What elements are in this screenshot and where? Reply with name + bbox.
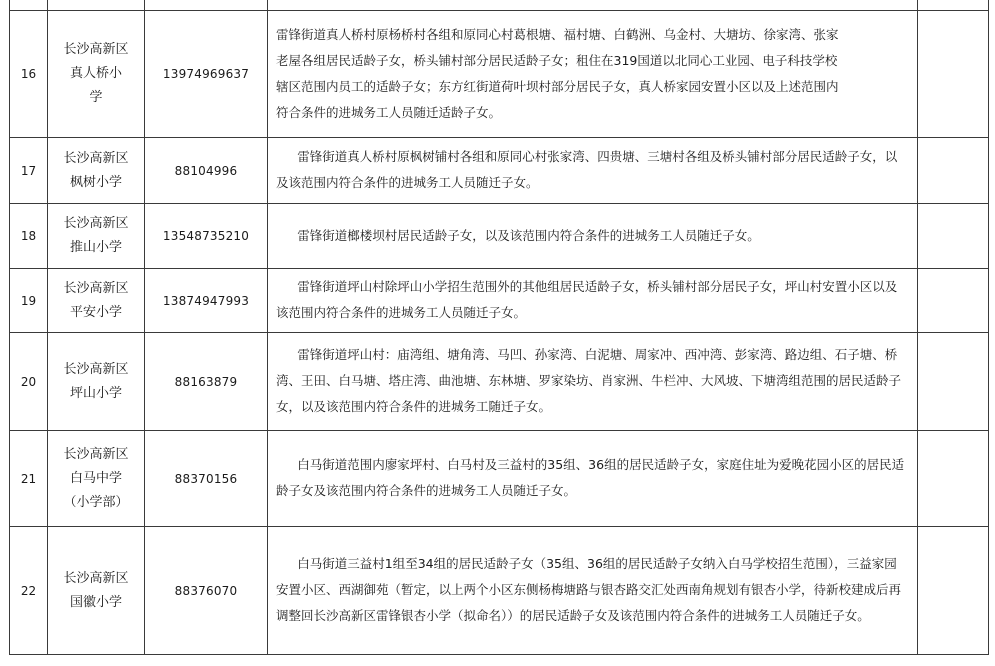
school-name-line: 长沙高新区 (63, 570, 129, 586)
school-name-cell (48, 138, 145, 204)
school-enrollment-table (9, 0, 989, 655)
school-name-line: 平安小学 (69, 304, 122, 320)
phone-cell (145, 0, 268, 11)
school-name-line: 长沙高新区 (63, 216, 129, 231)
enrollment-area-cell (268, 333, 918, 431)
enrollment-area-line: 辖区范围内员工的适龄子女；东方红街道荷叶坝村部分居民子女，真人桥家园安置小区以及上述范围内 (276, 78, 839, 94)
remarks-cell (918, 204, 989, 269)
row-number-cell: 19 (10, 269, 48, 333)
phone-cell: 88370156 (145, 431, 268, 527)
remarks-cell (918, 11, 989, 138)
school-name-line: （小学部） (63, 494, 129, 510)
school-name-line: 国徽小学 (69, 594, 122, 610)
enrollment-area-cell (268, 204, 918, 269)
phone-cell: 13548735210 (145, 204, 268, 269)
enrollment-area-line: 符合条件的进城务工人员随迁适龄子女。 (276, 104, 502, 120)
school-name-line: 长沙高新区 (63, 446, 129, 462)
table-row (10, 11, 989, 138)
school-name-cell (48, 333, 145, 431)
enrollment-area-cell (268, 269, 918, 333)
school-name-line: 枫树小学 (69, 174, 122, 190)
enrollment-area-line: 雷锋街道真人桥村原杨桥村各组和原同心村葛根塘、福村塘、白鹤洲、乌金村、大塘坊、徐家湾、张家 (276, 26, 839, 42)
school-name-cell (48, 431, 145, 527)
row-number-cell: 21 (10, 431, 48, 527)
school-name-cell (48, 527, 145, 655)
school-name-line: 学 (89, 90, 103, 105)
enrollment-area-line: 组范围的居民适龄子女，以及该范围内符合条件的进城务工随迁子女。 (276, 373, 902, 414)
remarks-cell (918, 431, 989, 527)
enrollment-area-line: 老屋各组居民适龄子女，桥头铺村部分居民适龄子女；租住在319国道以北同心工业园、电子科技学校 (276, 52, 838, 68)
school-name-cell (48, 11, 145, 138)
phone-cell: 88376070 (145, 527, 268, 655)
enrollment-area-line: 子女，以及该范围内符合条件的进城务工人员随迁子女。 (276, 149, 898, 190)
enrollment-area-line: 雷锋街道坪山村：庙湾组、塘角湾、马凹、孙家湾、白泥塘、周家冲、西冲湾、彭家湾、路边组、石 (297, 347, 848, 362)
enrollment-area-cell (268, 0, 918, 11)
table-row (10, 431, 989, 527)
enrollment-area-line: 学，待新校建成后再调整回长沙高新区雷锋银杏小学（拟命名））的居民适龄子女及该范围内符合条件 (276, 582, 902, 623)
enrollment-area-line: 子塘、桥湾、王田、白马塘、塔庄湾、曲池塘、东林塘、罗家染坊、肖家洲、牛栏冲、大风坡、下塘湾 (276, 347, 898, 388)
row-number-cell: 17 (10, 138, 48, 204)
school-name-cell (48, 0, 145, 11)
row-number-cell: 18 (10, 204, 48, 269)
phone-cell: 88104996 (145, 138, 268, 204)
school-name-cell (48, 204, 145, 269)
school-name-line: 白马中学 (69, 470, 122, 486)
school-name-line: 长沙高新区 (63, 42, 129, 57)
enrollment-area-line: 雷锋街道坪山村除坪山小学招生范围外的其他组居民适龄子女，桥头铺村部分居民子女，坪山村安置 (297, 279, 848, 294)
school-name-line: 长沙高新区 (63, 361, 129, 377)
enrollment-area-cell (268, 11, 918, 138)
phone-cell: 88163879 (145, 333, 268, 431)
table-row (10, 204, 989, 269)
remarks-cell (918, 527, 989, 655)
enrollment-area-cell (268, 527, 918, 655)
enrollment-area-line: 的居民适龄子女及该范围内符合条件的进城务工人员随迁子女。 (276, 457, 905, 498)
enrollment-area-line: 雷锋街道真人桥村原枫树铺村各组和原同心村张家湾、四贵塘、三塘村各组及桥头铺村部分居民适龄 (297, 149, 848, 164)
enrollment-area-cell (268, 431, 918, 527)
enrollment-area-line: 雷锋街道榔楼坝村居民适龄子女，以及该范围内符合条件的进城务工人员随迁子女。 (297, 227, 760, 243)
remarks-cell (918, 269, 989, 333)
enrollment-area-line: 白马街道范围内廖家坪村、白马村及三益村的35组、36组的居民适龄子女，家庭住址为爱晚花园小区 (297, 457, 855, 472)
school-name-line: 坪山小学 (69, 385, 122, 401)
remarks-cell (918, 0, 989, 11)
row-number-cell (10, 0, 48, 11)
enrollment-area-line: 小区以及该范围内符合条件的进城务工人员随迁子女。 (276, 279, 898, 320)
school-name-line: 推山小学 (69, 240, 122, 255)
phone-cell: 13974969637 (145, 11, 268, 138)
table-row (10, 138, 989, 204)
enrollment-area-cell (268, 138, 918, 204)
remarks-cell (918, 333, 989, 431)
school-name-line: 真人桥小 (69, 66, 122, 81)
enrollment-area-line: 的进城务工人员随迁子女。 (719, 608, 870, 623)
row-number-cell: 16 (10, 11, 48, 138)
row-number-cell: 20 (10, 333, 48, 431)
school-name-cell (48, 269, 145, 333)
table-row (10, 527, 989, 655)
table-row (10, 269, 989, 333)
remarks-cell (918, 138, 989, 204)
table-row (10, 0, 989, 11)
enrollment-area-line: 三益家园安置小区、西湖御苑（暂定，以上两个小区东侧杨梅塘路与银杏路交汇处西南角规划有银杏小 (276, 556, 897, 597)
school-name-line: 长沙高新区 (63, 150, 129, 166)
school-name-line: 长沙高新区 (63, 280, 129, 296)
enrollment-area-line: 白马街道三益村1组至34组的居民适龄子女（35组、36组的居民适龄子女纳入白马学校招生范围）， (297, 556, 847, 571)
row-number-cell: 22 (10, 527, 48, 655)
table-row (10, 333, 989, 431)
phone-cell: 13874947993 (145, 269, 268, 333)
